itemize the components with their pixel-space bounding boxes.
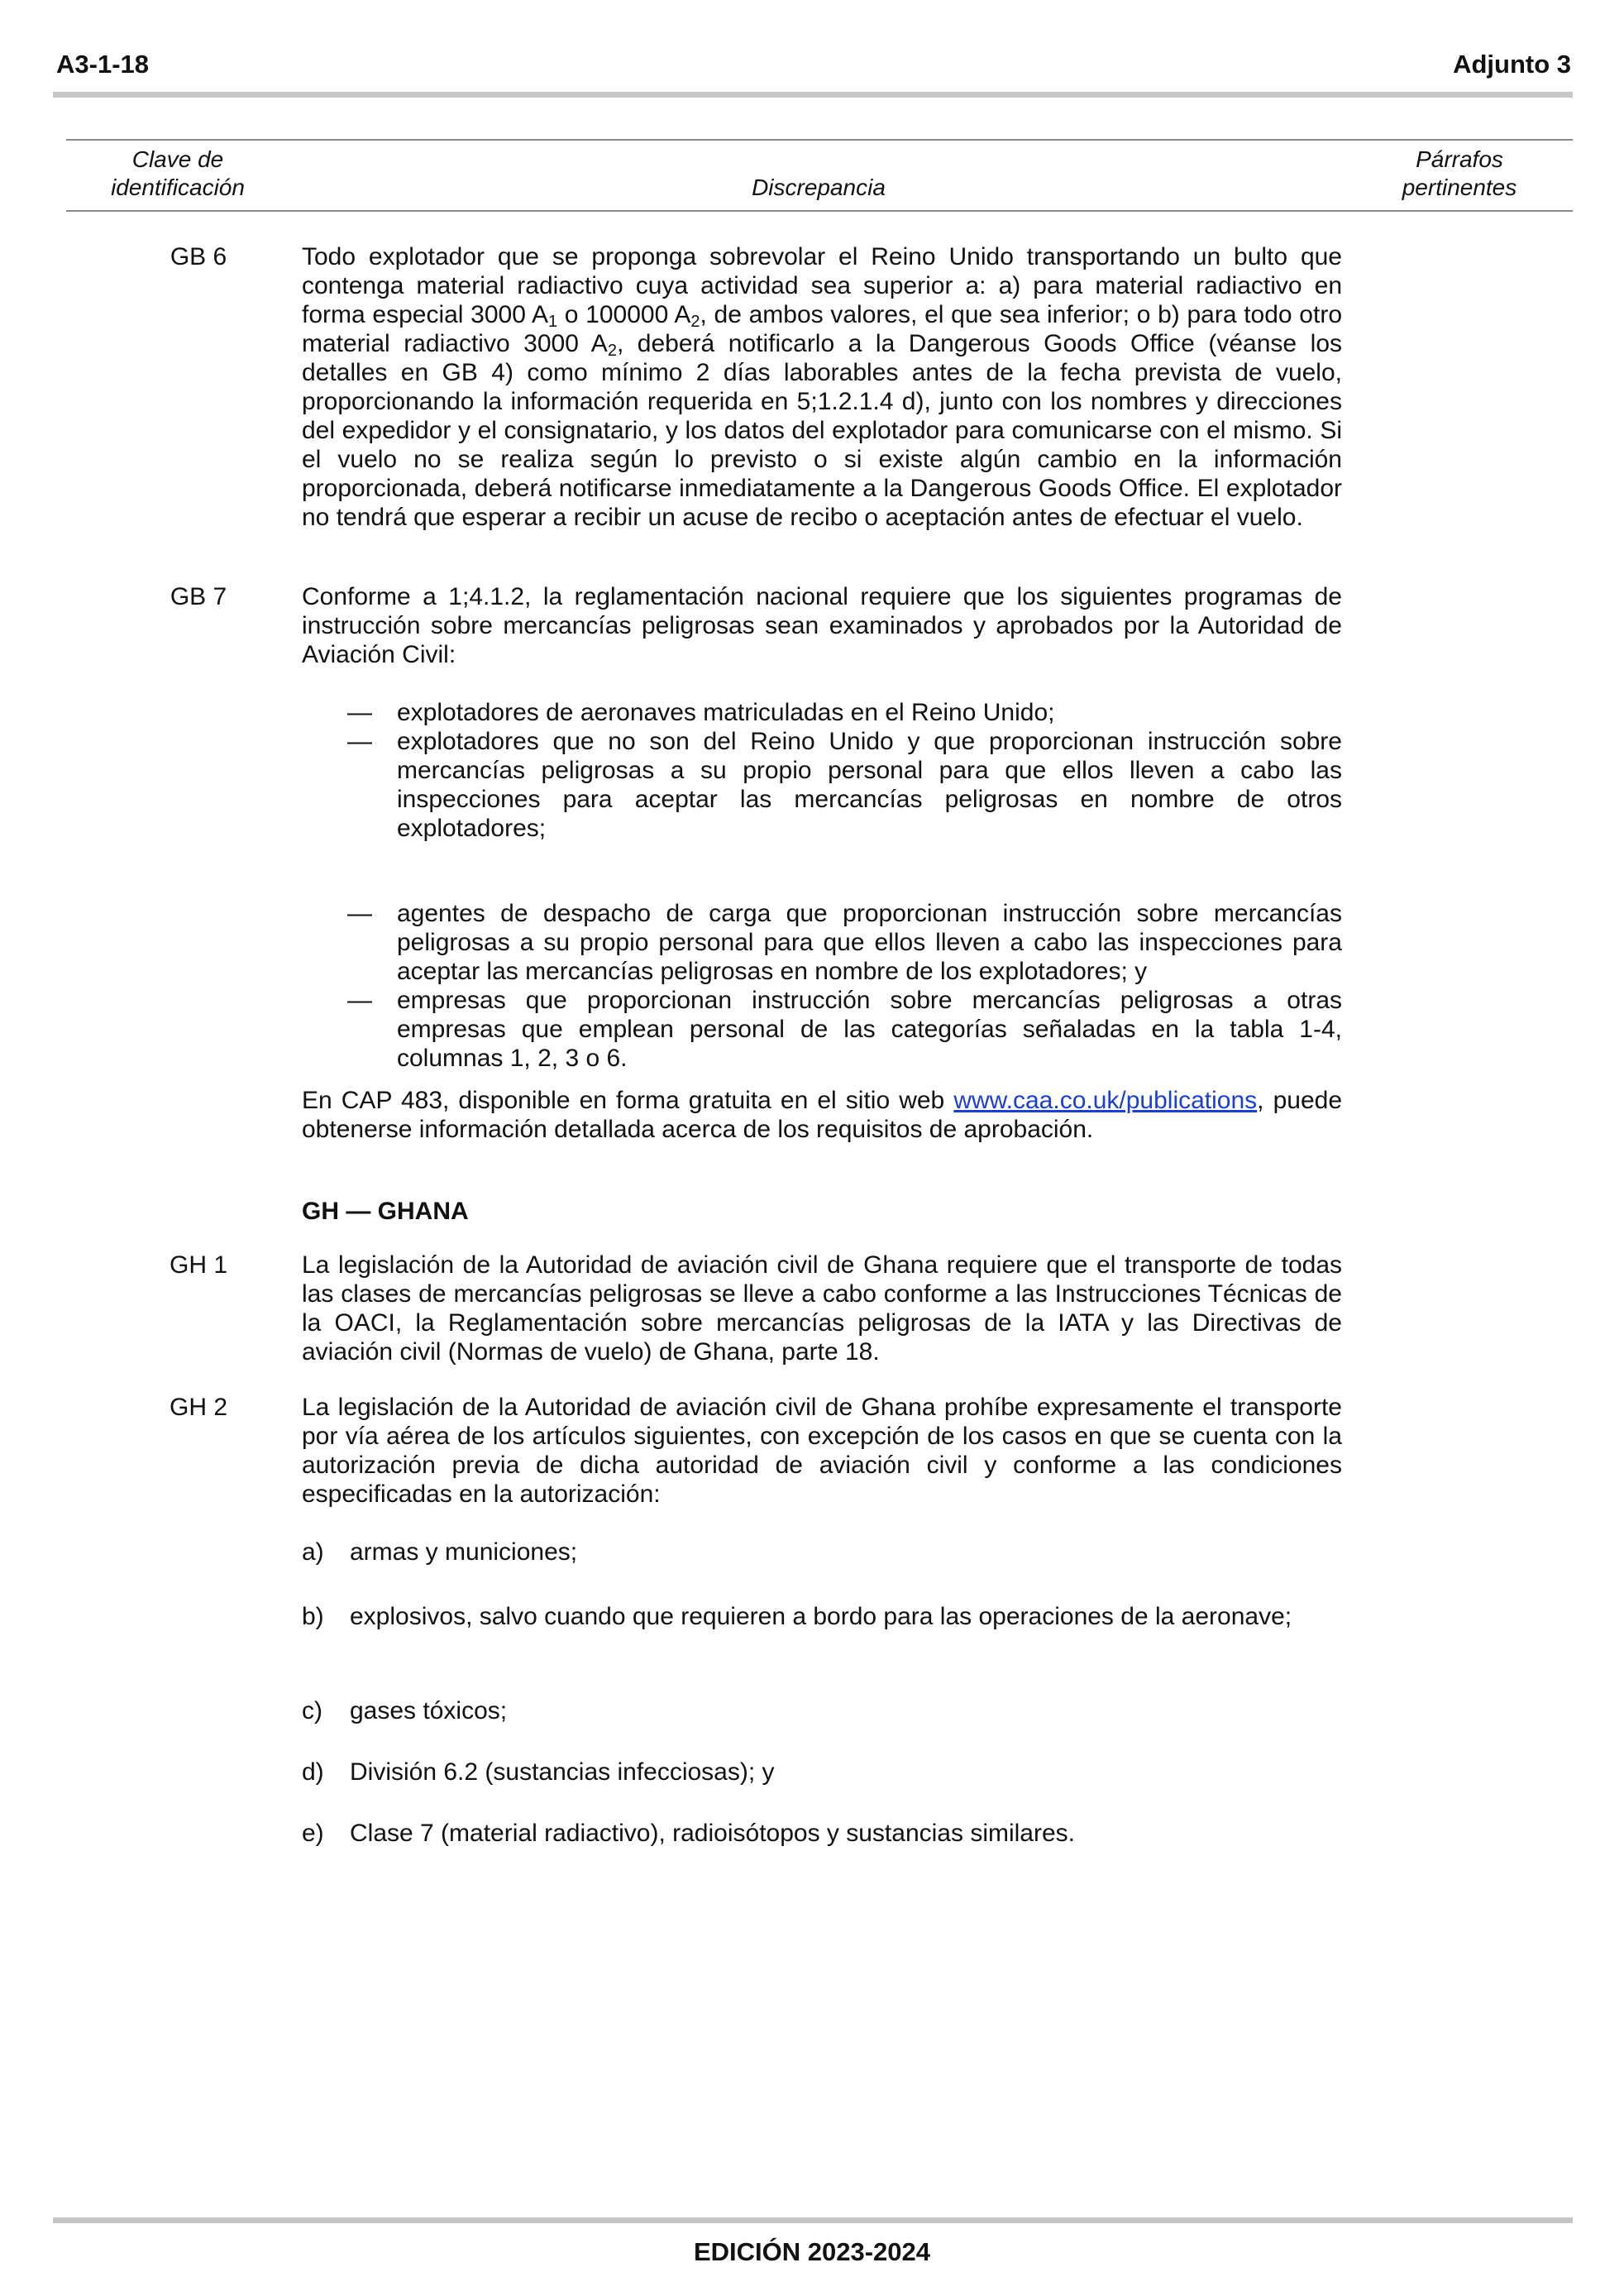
column-header-paragraphs-line2: pertinentes	[1402, 175, 1517, 200]
list-item-marker: d)	[302, 1758, 324, 1786]
page-reference: A3-1-18	[56, 50, 149, 79]
entry-key-gh1: GH 1	[169, 1251, 228, 1279]
list-item-text: agentes de despacho de carga que proporcionan instrucción sobre mercancías peligrosas a su propio personal para que ellos lleven a cabo las inspecciones para aceptar las mercancías peligrosas en nombre de los explotadores; y	[397, 900, 1342, 985]
dash-marker: —	[347, 987, 372, 1014]
column-header-paragraphs-line1: Párrafos	[1416, 146, 1503, 172]
table-header-rule	[66, 210, 1573, 212]
list-item-text: División 6.2 (sustancias infecciosas); y	[350, 1758, 775, 1786]
list-item-text: armas y municiones;	[350, 1538, 578, 1566]
list-item	[347, 899, 1342, 986]
list-item	[302, 1696, 1342, 1725]
entry-text-gh2-intro: La legislación de la Autoridad de aviación civil de Ghana prohíbe expresamente el transporte por vía aérea de los artículos siguientes, con excepción de los casos en que se cuenta con la autorización previa de dicha autoridad de aviación civil y conforme a las condiciones especificadas en la autorización:	[302, 1394, 1342, 1508]
list-item	[302, 1602, 1342, 1631]
dash-marker: —	[347, 699, 372, 726]
caa-publications-link[interactable]: www.caa.co.uk/publications	[953, 1087, 1258, 1114]
list-item-text: explotadores de aeronaves matriculadas en el Reino Unido;	[397, 699, 1055, 726]
list-item	[347, 698, 1342, 727]
entry-text-gh1: La legislación de la Autoridad de aviación civil de Ghana requiere que el transporte de todas las clases de mercancías peligrosas se lleve a cabo conforme a las Instrucciones Técnicas de la OACI, la Reglamentación sobre mercancías peligrosas de la IATA y las Directivas de aviación civil (Normas de vuelo) de Ghana, parte 18.	[302, 1251, 1342, 1366]
list-item-marker: e)	[302, 1820, 324, 1847]
footer-rule	[53, 2217, 1573, 2223]
list-item	[302, 1758, 1342, 1787]
list-item-marker: b)	[302, 1603, 324, 1630]
list-item	[302, 1538, 1342, 1567]
dash-marker: —	[347, 728, 372, 755]
column-header-key-line1: Clave de	[131, 146, 224, 172]
list-item-text: explotadores que no son del Reino Unido y que proporcionan instrucción sobre mercancías peligrosas a su propio personal para que ellos lleven a cabo las inspecciones para aceptar las mercancías peligrosas en nombre de otros explotadores;	[397, 728, 1342, 842]
entry-text-gb6: Todo explotador que se proponga sobrevolar el Reino Unido transportando un bulto que contenga material radiactivo cuya actividad sea superior a: a) para material radiactivo en forma especial 3000 $A_1$ o 100000 $A_2$, de ambos valores, el que sea inferior; o b) para todo otro material radiactivo 3000 $A_2$, deberá notificarlo a la Dangerous Goods Office (véanse los detalles en GB 4) como mínimo 2 días laborables antes de la fecha prevista de vuelo, proporcionando la información requerida en 5;1.2.1.4 d), junto con los nombres y direcciones del expedidor y el consignatario, y los datos del explotador para comunicarse con el mismo. Si el vuelo no se realiza según lo previsto o si existe algún cambio en la información proporcionada, deberá notificarse inmediatamente a la Dangerous Goods Office. El explotador no tendrá que esperar a recibir un acuse de recibo o aceptación antes de efectuar el vuelo.	[302, 243, 1343, 531]
list-item	[347, 986, 1342, 1073]
column-header-paragraphs	[1364, 146, 1555, 202]
column-header-key	[83, 146, 273, 202]
list-item-text: empresas que proporcionan instrucción sobre mercancías peligrosas a otras empresas que emplean personal de las categorías señaladas en la tabla 1-4, columnas 1, 2, 3 o 6.	[397, 987, 1342, 1072]
list-item-text: Clase 7 (material radiactivo), radioisótopos y sustancias similares.	[350, 1820, 1076, 1847]
list-item-text: gases tóxicos;	[350, 1697, 508, 1724]
column-header-key-line2: identificación	[111, 175, 245, 200]
list-item	[302, 1819, 1342, 1848]
entry-key-gb7: GB 7	[170, 583, 227, 610]
header-rule	[53, 92, 1573, 98]
table-top-rule	[66, 139, 1573, 141]
dash-marker: —	[347, 900, 372, 927]
entry-key-gh2: GH 2	[169, 1394, 228, 1421]
edition-footer: EDICIÓN 2023-2024	[693, 2237, 931, 2266]
list-item	[347, 727, 1342, 843]
entry-text-gb7-intro: Conforme a 1;4.1.2, la reglamentación nacional requiere que los siguientes programas de instrucción sobre mercancías peligrosas sean examinados y aprobados por la Autoridad de Aviación Civil:	[302, 583, 1342, 668]
list-item-text: explosivos, salvo cuando que requieren a bordo para las operaciones de la aeronave;	[350, 1603, 1292, 1630]
list-item-marker: c)	[302, 1697, 322, 1724]
entry-key-gb6: GB 6	[170, 243, 227, 270]
section-title: Adjunto 3	[1453, 50, 1571, 79]
column-header-discrepancy: Discrepancia	[752, 175, 886, 200]
list-item-marker: a)	[302, 1538, 324, 1566]
state-heading-ghana: GH — GHANA	[302, 1198, 469, 1225]
entry-text-gb7-cap: En CAP 483, disponible en forma gratuita en el sitio web www.caa.co.uk/publications, puede obtenerse información detallada acerca de los requisitos de aprobación.	[302, 1087, 1342, 1143]
